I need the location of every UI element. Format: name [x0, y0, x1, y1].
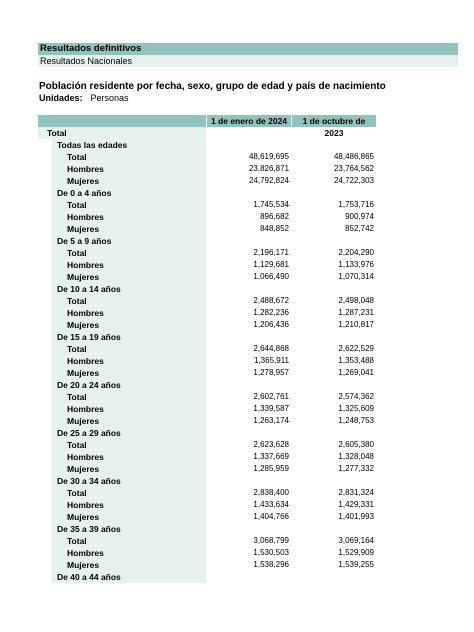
value-2024: 896,682	[260, 212, 289, 221]
value-2024: 1,745,534	[253, 200, 289, 209]
table-row	[38, 355, 378, 367]
value-2023	[292, 187, 374, 199]
age-group-row	[38, 235, 378, 247]
value-2024	[207, 235, 289, 247]
value-2024: 1,129,681	[253, 260, 289, 269]
table-row	[38, 319, 378, 331]
table-row	[38, 151, 378, 163]
value-2024: 1,530,503	[253, 548, 289, 557]
table-row	[38, 451, 378, 463]
value-2024	[207, 283, 289, 295]
value-2023: 852,742	[345, 224, 374, 233]
row-label: Total	[52, 151, 206, 163]
row-label: Total	[52, 391, 206, 403]
age-group-row	[38, 331, 378, 343]
age-group-row	[38, 187, 378, 199]
row-label: Hombres	[52, 547, 206, 559]
table-row	[38, 175, 378, 187]
value-2023: 1,529,909	[338, 548, 374, 557]
value-2023: 1,210,817	[338, 320, 374, 329]
value-2024: 1,285,959	[253, 464, 289, 473]
value-2024: 3,068,799	[253, 536, 289, 545]
value-2024: 48,619,695	[248, 152, 289, 161]
table-row	[38, 271, 378, 283]
value-2024: 2,644,868	[253, 344, 289, 353]
value-2024: 1,404,766	[253, 512, 289, 521]
value-2024: 2,623,628	[253, 440, 289, 449]
row-label: Mujeres	[52, 415, 206, 427]
row-label: Mujeres	[52, 175, 206, 187]
table-row	[38, 223, 378, 235]
value-2023: 1,429,331	[338, 500, 374, 509]
table-row	[38, 535, 378, 547]
value-2023: 1,401,993	[338, 512, 374, 521]
units-line	[39, 93, 129, 103]
row-label: Mujeres	[52, 463, 206, 475]
table-row	[38, 247, 378, 259]
table-row	[38, 559, 378, 571]
value-2024	[207, 427, 289, 439]
value-2024: 2,196,171	[253, 248, 289, 257]
table-row	[38, 487, 378, 499]
row-label: De 25 a 29 años	[52, 427, 206, 439]
value-2024	[207, 571, 289, 583]
row-label: De 20 a 24 años	[52, 379, 206, 391]
value-2024: 1,337,669	[253, 452, 289, 461]
value-2023: 1,277,332	[338, 464, 374, 473]
row-label: Total	[38, 127, 206, 139]
row-label: Mujeres	[52, 223, 206, 235]
value-2024: 848,852	[260, 224, 289, 233]
value-2024	[207, 475, 289, 487]
value-2023: 1,269,041	[338, 368, 374, 377]
value-2024: 1,365,911	[254, 356, 289, 365]
row-label: De 15 a 19 años	[52, 331, 206, 343]
row-label: Hombres	[52, 499, 206, 511]
row-label: De 0 a 4 años	[52, 187, 206, 199]
value-2023: 23,764,562	[333, 164, 374, 173]
value-2023: 2,498,048	[338, 296, 374, 305]
value-2023: 2,204,290	[338, 248, 374, 257]
table-row	[38, 307, 378, 319]
units-label: Unidades:	[39, 93, 83, 103]
value-2024: 23,826,871	[248, 164, 289, 173]
table-row	[38, 163, 378, 175]
table-row	[38, 211, 378, 223]
row-label: Total	[52, 199, 206, 211]
row-label: Total	[52, 535, 206, 547]
value-2023	[292, 139, 374, 151]
value-2023: 1,248,753	[338, 416, 374, 425]
value-2024	[207, 331, 289, 343]
value-2023: 3,069,164	[338, 536, 374, 545]
value-2024: 1,206,436	[253, 320, 289, 329]
value-2023	[292, 127, 374, 139]
value-2024: 1,066,490	[253, 272, 289, 281]
table-row	[38, 391, 378, 403]
total-group-row	[38, 127, 378, 139]
table-row	[38, 367, 378, 379]
value-2023: 1,539,255	[338, 560, 374, 569]
value-2023	[292, 571, 374, 583]
column-header-2024: 1 de enero de 2024	[207, 115, 291, 127]
value-2023: 1,133,976	[338, 260, 374, 269]
value-2023: 1,753,716	[338, 200, 374, 209]
value-2023	[292, 379, 374, 391]
table-row	[38, 415, 378, 427]
age-group-row	[38, 283, 378, 295]
row-label: Total	[52, 247, 206, 259]
row-label: Hombres	[52, 163, 206, 175]
value-2024: 2,602,761	[253, 392, 289, 401]
age-group-row	[38, 427, 378, 439]
row-label: Todas las edades	[52, 139, 206, 151]
row-label: Total	[52, 487, 206, 499]
value-2023: 1,325,609	[338, 404, 374, 413]
age-group-row	[38, 523, 378, 535]
age-group-row	[38, 475, 378, 487]
table-title: Población residente por fecha, sexo, grupo de edad y país de nacimiento	[39, 81, 386, 92]
table-row	[38, 463, 378, 475]
value-2023	[292, 475, 374, 487]
value-2024: 1,538,296	[253, 560, 289, 569]
value-2023: 1,353,488	[338, 356, 374, 365]
table-row	[38, 295, 378, 307]
row-label: De 5 a 9 años	[52, 235, 206, 247]
row-label: De 10 a 14 años	[52, 283, 206, 295]
age-group-row	[38, 379, 378, 391]
value-2024	[207, 127, 289, 139]
row-label: Mujeres	[52, 319, 206, 331]
table-row	[38, 499, 378, 511]
table-row	[38, 547, 378, 559]
value-2023	[292, 523, 374, 535]
value-2023	[292, 235, 374, 247]
header-blank-cell	[38, 115, 206, 127]
section-header: Resultados definitivos	[38, 43, 458, 55]
table-row	[38, 343, 378, 355]
row-label: Hombres	[52, 307, 206, 319]
row-label: Mujeres	[52, 559, 206, 571]
row-label: Total	[52, 439, 206, 451]
value-2024: 2,838,400	[253, 488, 289, 497]
value-2024	[207, 139, 289, 151]
value-2024: 1,339,587	[253, 404, 289, 413]
value-2023: 1,328,048	[338, 452, 374, 461]
value-2024: 1,282,236	[253, 308, 289, 317]
age-group-row	[38, 139, 378, 151]
column-header-2023: 1 de octubre de 2023	[292, 115, 376, 127]
value-2023: 1,287,231	[338, 308, 374, 317]
row-label: Hombres	[52, 355, 206, 367]
table-row	[38, 199, 378, 211]
row-label: Hombres	[52, 451, 206, 463]
value-2024: 2,488,672	[253, 296, 289, 305]
value-2023	[292, 331, 374, 343]
value-2024: 1,278,957	[253, 368, 289, 377]
table-row	[38, 403, 378, 415]
row-label: De 40 a 44 años	[52, 571, 206, 583]
row-label: Mujeres	[52, 511, 206, 523]
value-2023: 2,605,380	[338, 440, 374, 449]
row-label: Total	[52, 295, 206, 307]
table-body	[38, 127, 378, 583]
row-label: Hombres	[52, 211, 206, 223]
value-2024	[207, 379, 289, 391]
value-2023: 24,722,303	[333, 176, 374, 185]
row-label: Mujeres	[52, 271, 206, 283]
row-label: De 30 a 34 años	[52, 475, 206, 487]
units-value: Personas	[90, 93, 129, 103]
value-2023: 2,574,362	[338, 392, 374, 401]
row-label: De 35 a 39 años	[52, 523, 206, 535]
value-2024: 24,792,824	[248, 176, 289, 185]
value-2024: 1,433,634	[253, 500, 289, 509]
row-label: Mujeres	[52, 367, 206, 379]
table-row	[38, 259, 378, 271]
age-group-row	[38, 571, 378, 583]
value-2023: 1,070,314	[338, 272, 374, 281]
value-2023	[292, 427, 374, 439]
table-row	[38, 439, 378, 451]
value-2024: 1,263,174	[253, 416, 289, 425]
subsection-header: Resultados Nacionales	[38, 55, 458, 67]
value-2023: 900,974	[345, 212, 374, 221]
row-label: Total	[52, 343, 206, 355]
value-2023: 48,486,865	[333, 152, 374, 161]
row-label: Hombres	[52, 259, 206, 271]
table-row	[38, 511, 378, 523]
value-2023: 2,831,324	[338, 488, 374, 497]
row-label: Hombres	[52, 403, 206, 415]
value-2024	[207, 523, 289, 535]
value-2023: 2,622,529	[338, 344, 374, 353]
value-2023	[292, 283, 374, 295]
value-2024	[207, 187, 289, 199]
